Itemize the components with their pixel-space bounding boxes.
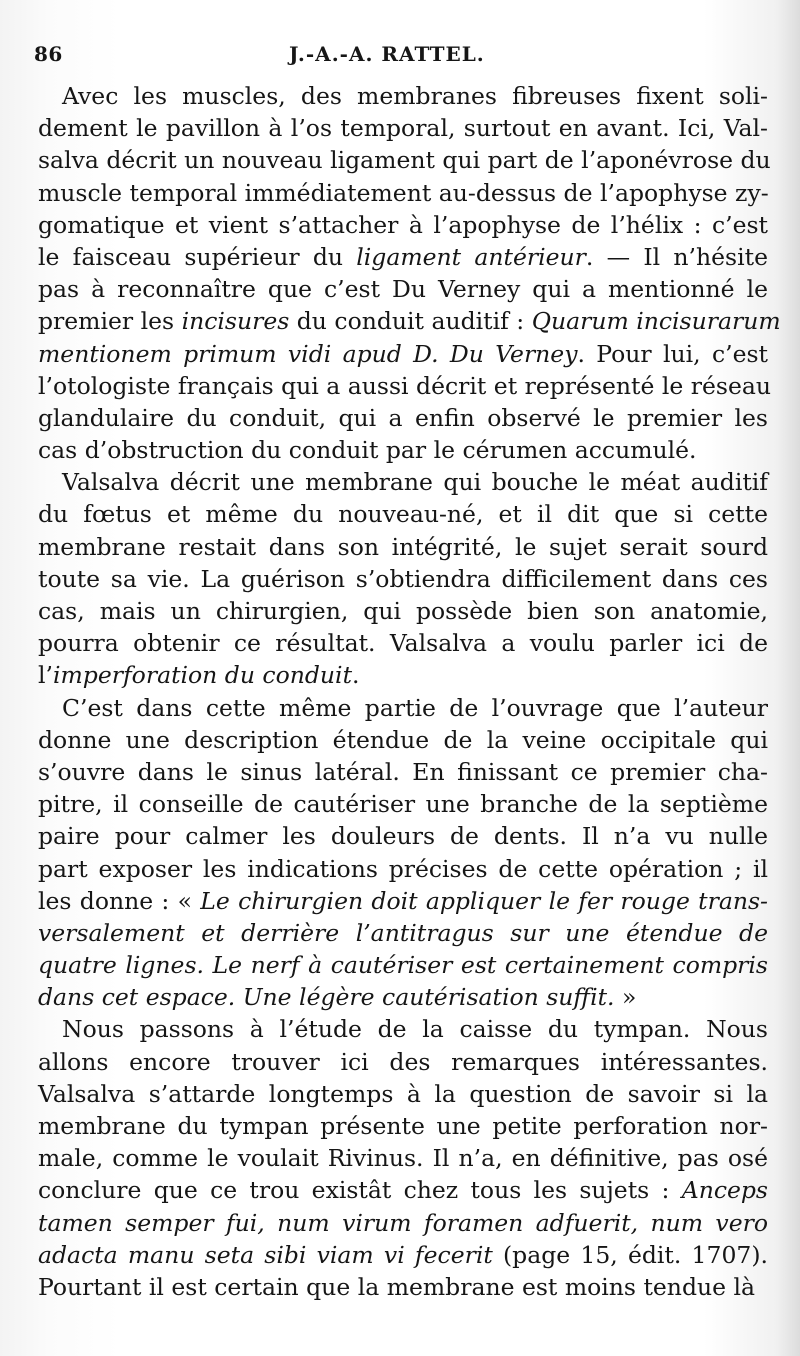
text-line	[38, 241, 768, 273]
italic-segment: quatre lignes. Le nerf à cautériser est certainement compris	[38, 951, 768, 980]
text-segment: dement le pavillon à l’os temporal, surtout en avant. Ici, Val-	[38, 114, 768, 143]
text-line	[38, 144, 771, 176]
text-line	[38, 1174, 768, 1206]
text-line	[38, 112, 768, 144]
text-line	[38, 1046, 768, 1078]
text-line	[38, 692, 768, 724]
text-segment: male, comme le voulait Rivinus. Il n’a, en définitive, pas osé	[38, 1144, 768, 1173]
text-line	[38, 498, 768, 530]
text-line	[38, 370, 772, 402]
text-line	[38, 531, 768, 563]
italic-segment: ligament antérieur	[356, 242, 586, 271]
text-segment: paire pour calmer les douleurs de dents. Il n’a vu nulle	[38, 822, 768, 851]
text-segment: Valsalva décrit une membrane qui bouche le méat auditif	[62, 468, 768, 497]
text-line	[38, 820, 768, 852]
text-segment: l’otologiste français qui a aussi décrit et représenté le réseau	[38, 371, 772, 400]
body-text	[38, 80, 781, 1303]
text-segment: C’est dans cette même partie de l’ouvrage que l’auteur	[62, 693, 768, 722]
text-segment: Pourtant il est certain que la membrane est moins tendue là	[38, 1272, 756, 1301]
text-line	[38, 563, 768, 595]
text-segment: »	[614, 983, 637, 1012]
text-segment: allons encore trouver ici des remarques intéressantes.	[38, 1047, 768, 1076]
text-line	[38, 338, 768, 370]
italic-segment: versalement et derrière l’antitragus sur une étendue de	[38, 918, 768, 947]
italic-segment: incisures	[181, 307, 290, 336]
paragraph	[38, 692, 768, 1014]
text-line	[38, 949, 768, 981]
text-line	[38, 885, 768, 917]
text-segment: .	[352, 661, 360, 690]
text-segment: conclure que ce trou existât chez tous les sujets :	[38, 1176, 682, 1205]
text-segment: le faisceau supérieur du	[38, 242, 357, 271]
text-line	[38, 917, 768, 949]
text-line	[38, 1271, 768, 1303]
paragraph	[38, 466, 768, 691]
page-number: 86	[34, 42, 63, 66]
text-line	[38, 595, 768, 627]
text-segment: membrane du tympan présente une petite perforation nor-	[38, 1112, 768, 1140]
text-segment: toute sa vie. La guérison s’obtiendra difficilement dans ces	[38, 564, 768, 593]
text-line	[38, 305, 781, 337]
text-line	[38, 80, 768, 112]
italic-segment: adacta manu seta sibi viam vi fecerit	[38, 1240, 493, 1269]
text-segment: l’	[38, 661, 53, 690]
italic-segment: tamen semper fui, num virum foramen adfuerit, num vero	[38, 1208, 768, 1237]
text-line	[38, 659, 768, 691]
text-segment: donne une description étendue de la veine occipitale qui	[38, 725, 768, 754]
text-line	[38, 724, 768, 756]
text-line	[38, 1078, 768, 1110]
text-line	[38, 1207, 768, 1239]
text-line	[38, 1239, 768, 1271]
text-segment: cas, mais un chirurgien, qui possède bien son anatomie,	[38, 597, 768, 625]
text-line	[38, 853, 768, 885]
text-segment: muscle temporal immédiatement au-dessus de l’apophyse zy-	[38, 178, 769, 207]
text-line	[38, 627, 768, 659]
text-segment: premier les	[38, 307, 182, 336]
text-segment: glandulaire du conduit, qui a enfin observé le premier les	[38, 403, 768, 432]
paragraph	[38, 80, 781, 466]
page-header	[0, 34, 800, 74]
text-segment: Valsalva s’attarde longtemps à la question de savoir si la	[38, 1079, 768, 1108]
italic-segment: mentionem primum vidi apud D. Du Verney	[38, 339, 578, 368]
text-line	[38, 209, 768, 241]
text-line	[38, 402, 768, 434]
italic-segment: Quarum incisurarum	[531, 307, 781, 336]
text-segment: . — Il n’hésite	[585, 242, 768, 271]
text-segment: les donne : «	[38, 886, 201, 915]
text-segment: pitre, il conseille de cautériser une branche de la septième	[38, 790, 768, 819]
text-segment: Nous passons à l’étude de la caisse du tympan. Nous	[62, 1015, 768, 1044]
text-segment: du fœtus et même du nouveau-né, et il dit que si cette	[38, 500, 768, 529]
italic-segment: dans cet espace. Une légère cautérisation suffit.	[38, 983, 615, 1012]
text-segment: pourra obtenir ce résultat. Valsalva a voulu parler ici de	[38, 629, 768, 658]
text-line	[38, 466, 768, 498]
italic-segment: Le chirurgien doit appliquer le fer rouge trans-	[200, 886, 768, 915]
text-segment: s’ouvre dans le sinus latéral. En finissant ce premier cha-	[38, 757, 768, 786]
text-segment: (page 15, édit. 1707).	[492, 1240, 768, 1269]
text-line	[38, 1142, 768, 1174]
italic-segment: Anceps	[681, 1176, 768, 1205]
text-line	[38, 273, 768, 305]
text-line	[38, 434, 768, 466]
text-segment: gomatique et vient s’attacher à l’apophyse de l’hélix : c’est	[38, 210, 768, 239]
text-segment: . Pour lui, c’est	[577, 339, 768, 368]
text-line	[38, 177, 768, 209]
text-segment: Avec les muscles, des membranes fibreuses fixent soli-	[62, 82, 768, 110]
text-segment: du conduit auditif :	[289, 307, 532, 336]
text-line	[38, 1013, 768, 1045]
italic-segment: imperforation du conduit	[53, 661, 353, 690]
running-head: J.-A.-A. RATTEL.	[289, 42, 485, 66]
text-segment: part exposer les indications précises de cette opération ; il	[38, 854, 768, 883]
text-line	[38, 1110, 768, 1142]
text-segment: cas d’obstruction du conduit par le cérumen accumulé.	[38, 436, 697, 465]
text-line	[38, 788, 768, 820]
text-segment: membrane restait dans son intégrité, le sujet serait sourd	[38, 532, 768, 561]
paragraph	[38, 1013, 768, 1303]
text-segment: salva décrit un nouveau ligament qui part de l’aponévrose du	[38, 146, 771, 175]
text-segment: pas à reconnaître que c’est Du Verney qui a mentionné le	[38, 275, 768, 304]
text-line	[38, 756, 768, 788]
text-line	[38, 981, 768, 1013]
